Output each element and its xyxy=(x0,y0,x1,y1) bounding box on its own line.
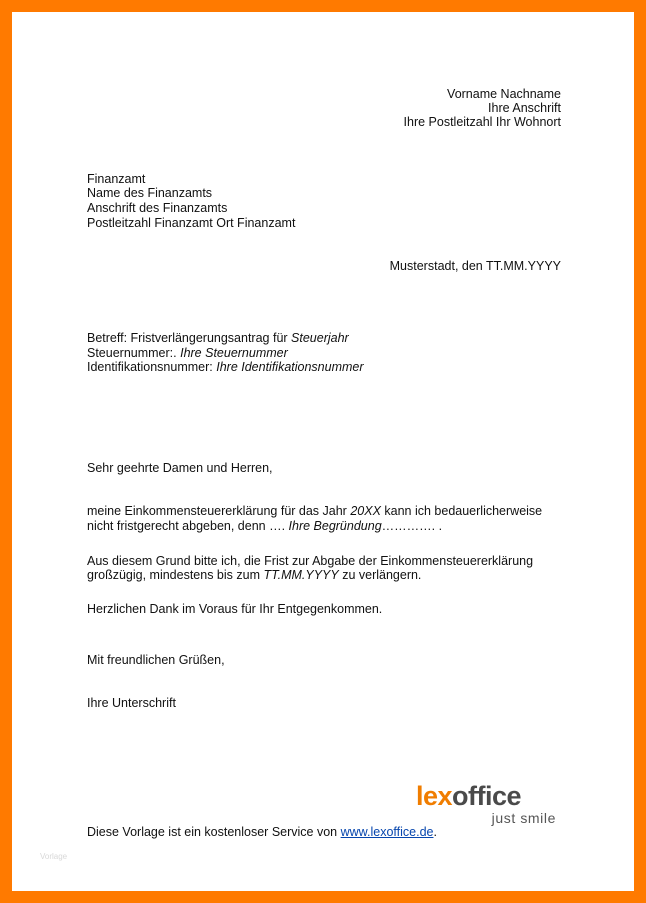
p2-text-c: zu verlängern. xyxy=(338,568,422,582)
paragraph-1-line-2 xyxy=(87,519,442,534)
letter-page xyxy=(12,12,634,891)
p1-reason: Ihre Begründung xyxy=(288,519,382,533)
p2-date: TT.MM.YYYY xyxy=(263,568,339,582)
sender-address: Ihre Anschrift xyxy=(488,101,561,115)
p1-text-c: nicht fristgerecht abgeben, denn …. xyxy=(87,519,289,533)
footer-link[interactable]: www.lexoffice.de xyxy=(340,825,434,839)
id-number-label: Identifikationsnummer: xyxy=(87,360,217,374)
footer-text: Diese Vorlage ist ein kostenloser Service von xyxy=(87,825,341,839)
signature: Ihre Unterschrift xyxy=(87,696,176,710)
tax-number-label: Steuernummer:. xyxy=(87,346,181,360)
id-number-line xyxy=(87,360,364,375)
greeting: Sehr geehrte Damen und Herren, xyxy=(87,461,273,475)
paragraph-2-line-2 xyxy=(87,568,421,583)
p1-year: 20XX xyxy=(350,504,381,518)
p1-text-d: …………. . xyxy=(381,519,443,533)
p1-text-b: kann ich bedauerlicherweise xyxy=(380,504,543,518)
footer-line xyxy=(87,825,437,840)
paragraph-2-line-1: Aus diesem Grund bitte ich, die Frist zur Abgabe der Einkommensteuererklärung xyxy=(87,554,534,568)
date-line: Musterstadt, den TT.MM.YYYY xyxy=(389,259,561,273)
watermark-text: Vorlage xyxy=(40,852,68,861)
logo-office: office xyxy=(452,781,522,811)
logo-wordmark xyxy=(416,782,562,810)
footer-end: . xyxy=(433,825,437,839)
tax-number-value: Ihre Steuernummer xyxy=(180,346,288,360)
tax-number-line xyxy=(87,346,288,361)
closing: Mit freundlichen Grüßen, xyxy=(87,653,225,667)
recipient-line-4: Postleitzahl Finanzamt Ort Finanzamt xyxy=(87,216,296,230)
paragraph-3: Herzlichen Dank im Voraus für Ihr Entgegenkommen. xyxy=(87,602,383,616)
subject-value: Steuerjahr xyxy=(291,331,349,345)
recipient-line-1: Finanzamt xyxy=(87,172,146,186)
logo-tagline: just smile xyxy=(491,810,556,826)
sender-city: Ihre Postleitzahl Ihr Wohnort xyxy=(403,115,561,129)
p2-text-b: großzügig, mindestens bis zum xyxy=(87,568,264,582)
recipient-line-3: Anschrift des Finanzamts xyxy=(87,201,228,215)
subject-line xyxy=(87,331,349,346)
logo-lex: lex xyxy=(416,781,453,811)
lexoffice-logo xyxy=(416,782,562,826)
recipient-line-2: Name des Finanzamts xyxy=(87,186,213,200)
subject-label: Betreff: Fristverlängerungsantrag für xyxy=(87,331,292,345)
paragraph-1-line-1 xyxy=(87,504,542,519)
sender-name: Vorname Nachname xyxy=(447,87,561,101)
id-number-value: Ihre Identifikationsnummer xyxy=(216,360,364,374)
p1-text-a: meine Einkommensteuererklärung für das Jahr xyxy=(87,504,351,518)
